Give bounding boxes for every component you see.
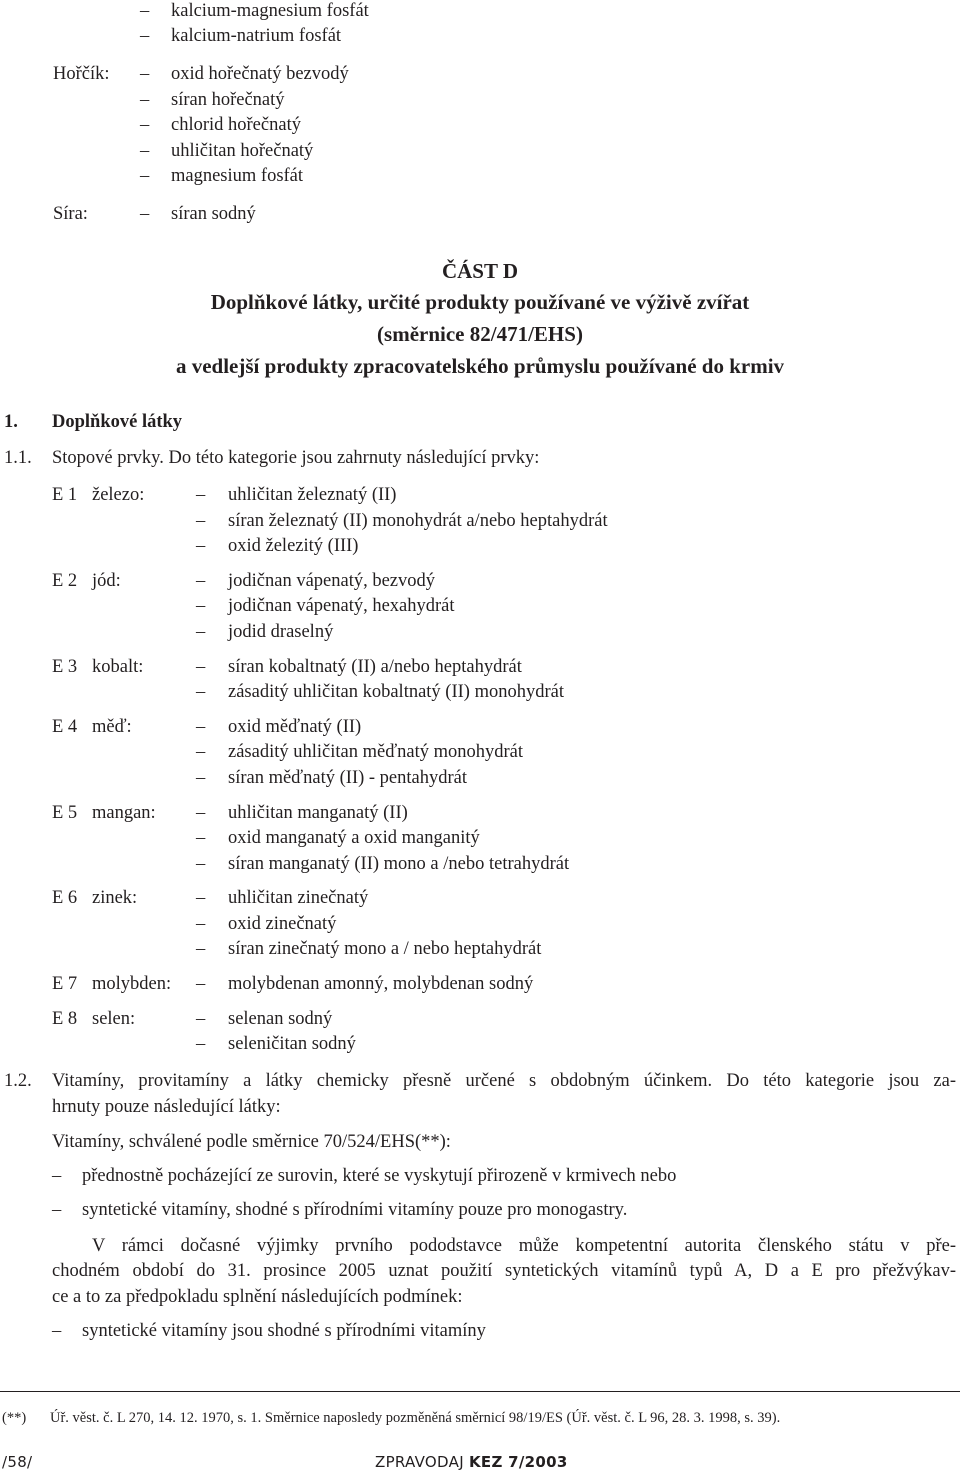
element-item: zásaditý uhličitan měďnatý monohydrát [228, 742, 524, 762]
list-dash [196, 683, 205, 702]
element-item: oxid manganatý a oxid manganitý [228, 828, 480, 848]
list-dash [196, 975, 205, 994]
element-item: jodičnan vápenatý, bezvodý [228, 571, 436, 591]
list-item: kalcium-natrium fosfát [171, 26, 342, 46]
list-dash [196, 1035, 205, 1054]
list-dash [140, 2, 149, 21]
section-number: 1.2. [4, 1071, 32, 1091]
element-code: E 6 [52, 888, 78, 908]
list-dash [196, 915, 205, 934]
list-dash [196, 486, 205, 505]
element-item: zásaditý uhličitan kobaltnatý (II) monohydrát [228, 682, 564, 702]
list-item: uhličitan hořečnatý [171, 141, 314, 161]
element-name: mangan: [92, 803, 156, 823]
list-item: oxid hořečnatý bezvodý [171, 64, 349, 84]
list-dash [140, 142, 149, 161]
element-code: E 7 [52, 974, 78, 994]
list-dash [196, 1010, 205, 1029]
footnote-rule [0, 1391, 960, 1392]
list-dash [196, 572, 205, 591]
element-item: jodid draselný [228, 622, 334, 642]
part-subtitle: Doplňkové látky, určité produkty používané ve výživě zvířat [210, 290, 750, 314]
element-item: jodičnan vápenatý, hexahydrát [228, 596, 455, 616]
list-dash [196, 537, 205, 556]
section-heading: Doplňkové látky [52, 412, 183, 432]
footnote-text: Úř. věst. č. L 270, 14. 12. 1970, s. 1. Směrnice naposledy pozměněná směrnicí 98/19/ES (Úř. věst. č. L 96, 28. 3. 1998, s. 39). [50, 1410, 781, 1426]
list-dash [140, 205, 149, 224]
list-dash [196, 855, 205, 874]
list-item: chlorid hořečnatý [171, 115, 301, 135]
element-name: kobalt: [92, 657, 144, 677]
page-number: /58/ [2, 1453, 33, 1471]
list-dash [140, 116, 149, 135]
section-number: 1.1. [4, 448, 32, 468]
list-dash [140, 91, 149, 110]
list-dash [196, 804, 205, 823]
section-number: 1. [4, 412, 18, 432]
element-item: oxid zinečnatý [228, 914, 337, 934]
element-item: seleničitan sodný [228, 1034, 356, 1054]
list-dash [52, 1167, 61, 1186]
element-code: E 3 [52, 657, 78, 677]
list-dash [196, 623, 205, 642]
part-subtitle: (směrnice 82/471/EHS) [377, 322, 583, 346]
element-code: E 5 [52, 803, 78, 823]
journal-issue: KEZ 7/2003 [469, 1453, 568, 1471]
element-code: E 1 [52, 485, 78, 505]
footnote-mark: (**) [2, 1410, 27, 1426]
list-dash [140, 27, 149, 46]
element-name: železo: [92, 485, 145, 505]
element-name: jód: [92, 571, 121, 591]
journal-title: ZPRAVODAJ [375, 1453, 464, 1471]
element-item: uhličitan zinečnatý [228, 888, 369, 908]
element-item: selenan sodný [228, 1009, 333, 1029]
list-dash [196, 829, 205, 848]
element-name: měď: [92, 717, 132, 737]
element-item: síran manganatý (II) mono a /nebo tetrahydrát [228, 854, 570, 874]
element-name: selen: [92, 1009, 136, 1029]
element-item: síran železnatý (II) monohydrát a/nebo heptahydrát [228, 511, 608, 531]
element-item: síran měďnatý (II) - pentahydrát [228, 768, 468, 788]
paragraph-line: V rámci dočasné výjimky prvního pododstavce může kompetentní autorita členského státu v pře- [92, 1236, 956, 1256]
list-dash [52, 1322, 61, 1341]
list-item: síran hořečnatý [171, 90, 285, 110]
list-dash [196, 512, 205, 531]
list-dash [140, 167, 149, 186]
journal-name [375, 1455, 568, 1470]
element-item: síran zinečnatý mono a / nebo heptahydrát [228, 939, 542, 959]
section-text-line: hrnuty pouze následující látky: [52, 1097, 281, 1117]
bullet-item: přednostně pocházející ze surovin, které se vyskytují přirozeně v krmivech nebo [82, 1166, 677, 1186]
element-item: oxid měďnatý (II) [228, 717, 362, 737]
paragraph-line: chodném období do 31. prosince 2005 uznat použití syntetických vitamínů typů A, D a E pro přežvýkav- [52, 1261, 956, 1281]
list-dash [52, 1201, 61, 1220]
section-text-line: Vitamíny, provitamíny a látky chemicky přesně určené s obdobným účinkem. Do této kategorie jsou za- [52, 1071, 956, 1091]
element-item: molybdenan amonný, molybdenan sodný [228, 974, 534, 994]
bullet-item: syntetické vitamíny jsou shodné s přírodními vitamíny [82, 1321, 486, 1341]
list-dash [196, 658, 205, 677]
element-code: E 8 [52, 1009, 78, 1029]
bullet-item: syntetické vitamíny, shodné s přírodními vitamíny pouze pro monogastry. [82, 1200, 628, 1220]
element-code: E 4 [52, 717, 78, 737]
list-item: kalcium-magnesium fosfát [171, 1, 369, 21]
element-name: molybden: [92, 974, 172, 994]
element-code: E 2 [52, 571, 78, 591]
part-subtitle: a vedlejší produkty zpracovatelského průmyslu používané do krmiv [175, 354, 785, 378]
section-lead [52, 449, 539, 468]
part-title: ČÁST D [441, 259, 519, 283]
sira-label: Síra: [53, 204, 88, 224]
list-item: magnesium fosfát [171, 166, 304, 186]
list-dash [196, 743, 205, 762]
list-item: síran sodný [171, 204, 256, 224]
list-dash [196, 597, 205, 616]
element-name: zinek: [92, 888, 138, 908]
element-item: oxid železitý (III) [228, 536, 359, 556]
section-lead-text: Do této kategorie jsou zahrnuty následující prvky: [168, 448, 540, 468]
list-dash [140, 65, 149, 84]
element-item: uhličitan železnatý (II) [228, 485, 397, 505]
section-lead-title: Stopové prvky. [52, 448, 164, 468]
element-item: uhličitan manganatý (II) [228, 803, 408, 823]
paragraph-line: ce a to za předpokladu splnění následujících podmínek: [52, 1287, 463, 1307]
approved-vitamins: Vitamíny, schválené podle směrnice 70/524/EHS(**): [52, 1132, 451, 1152]
list-dash [196, 769, 205, 788]
list-dash [196, 940, 205, 959]
list-dash [196, 889, 205, 908]
horcik-label: Hořčík: [53, 64, 110, 84]
list-dash [196, 718, 205, 737]
element-item: síran kobaltnatý (II) a/nebo heptahydrát [228, 657, 522, 677]
